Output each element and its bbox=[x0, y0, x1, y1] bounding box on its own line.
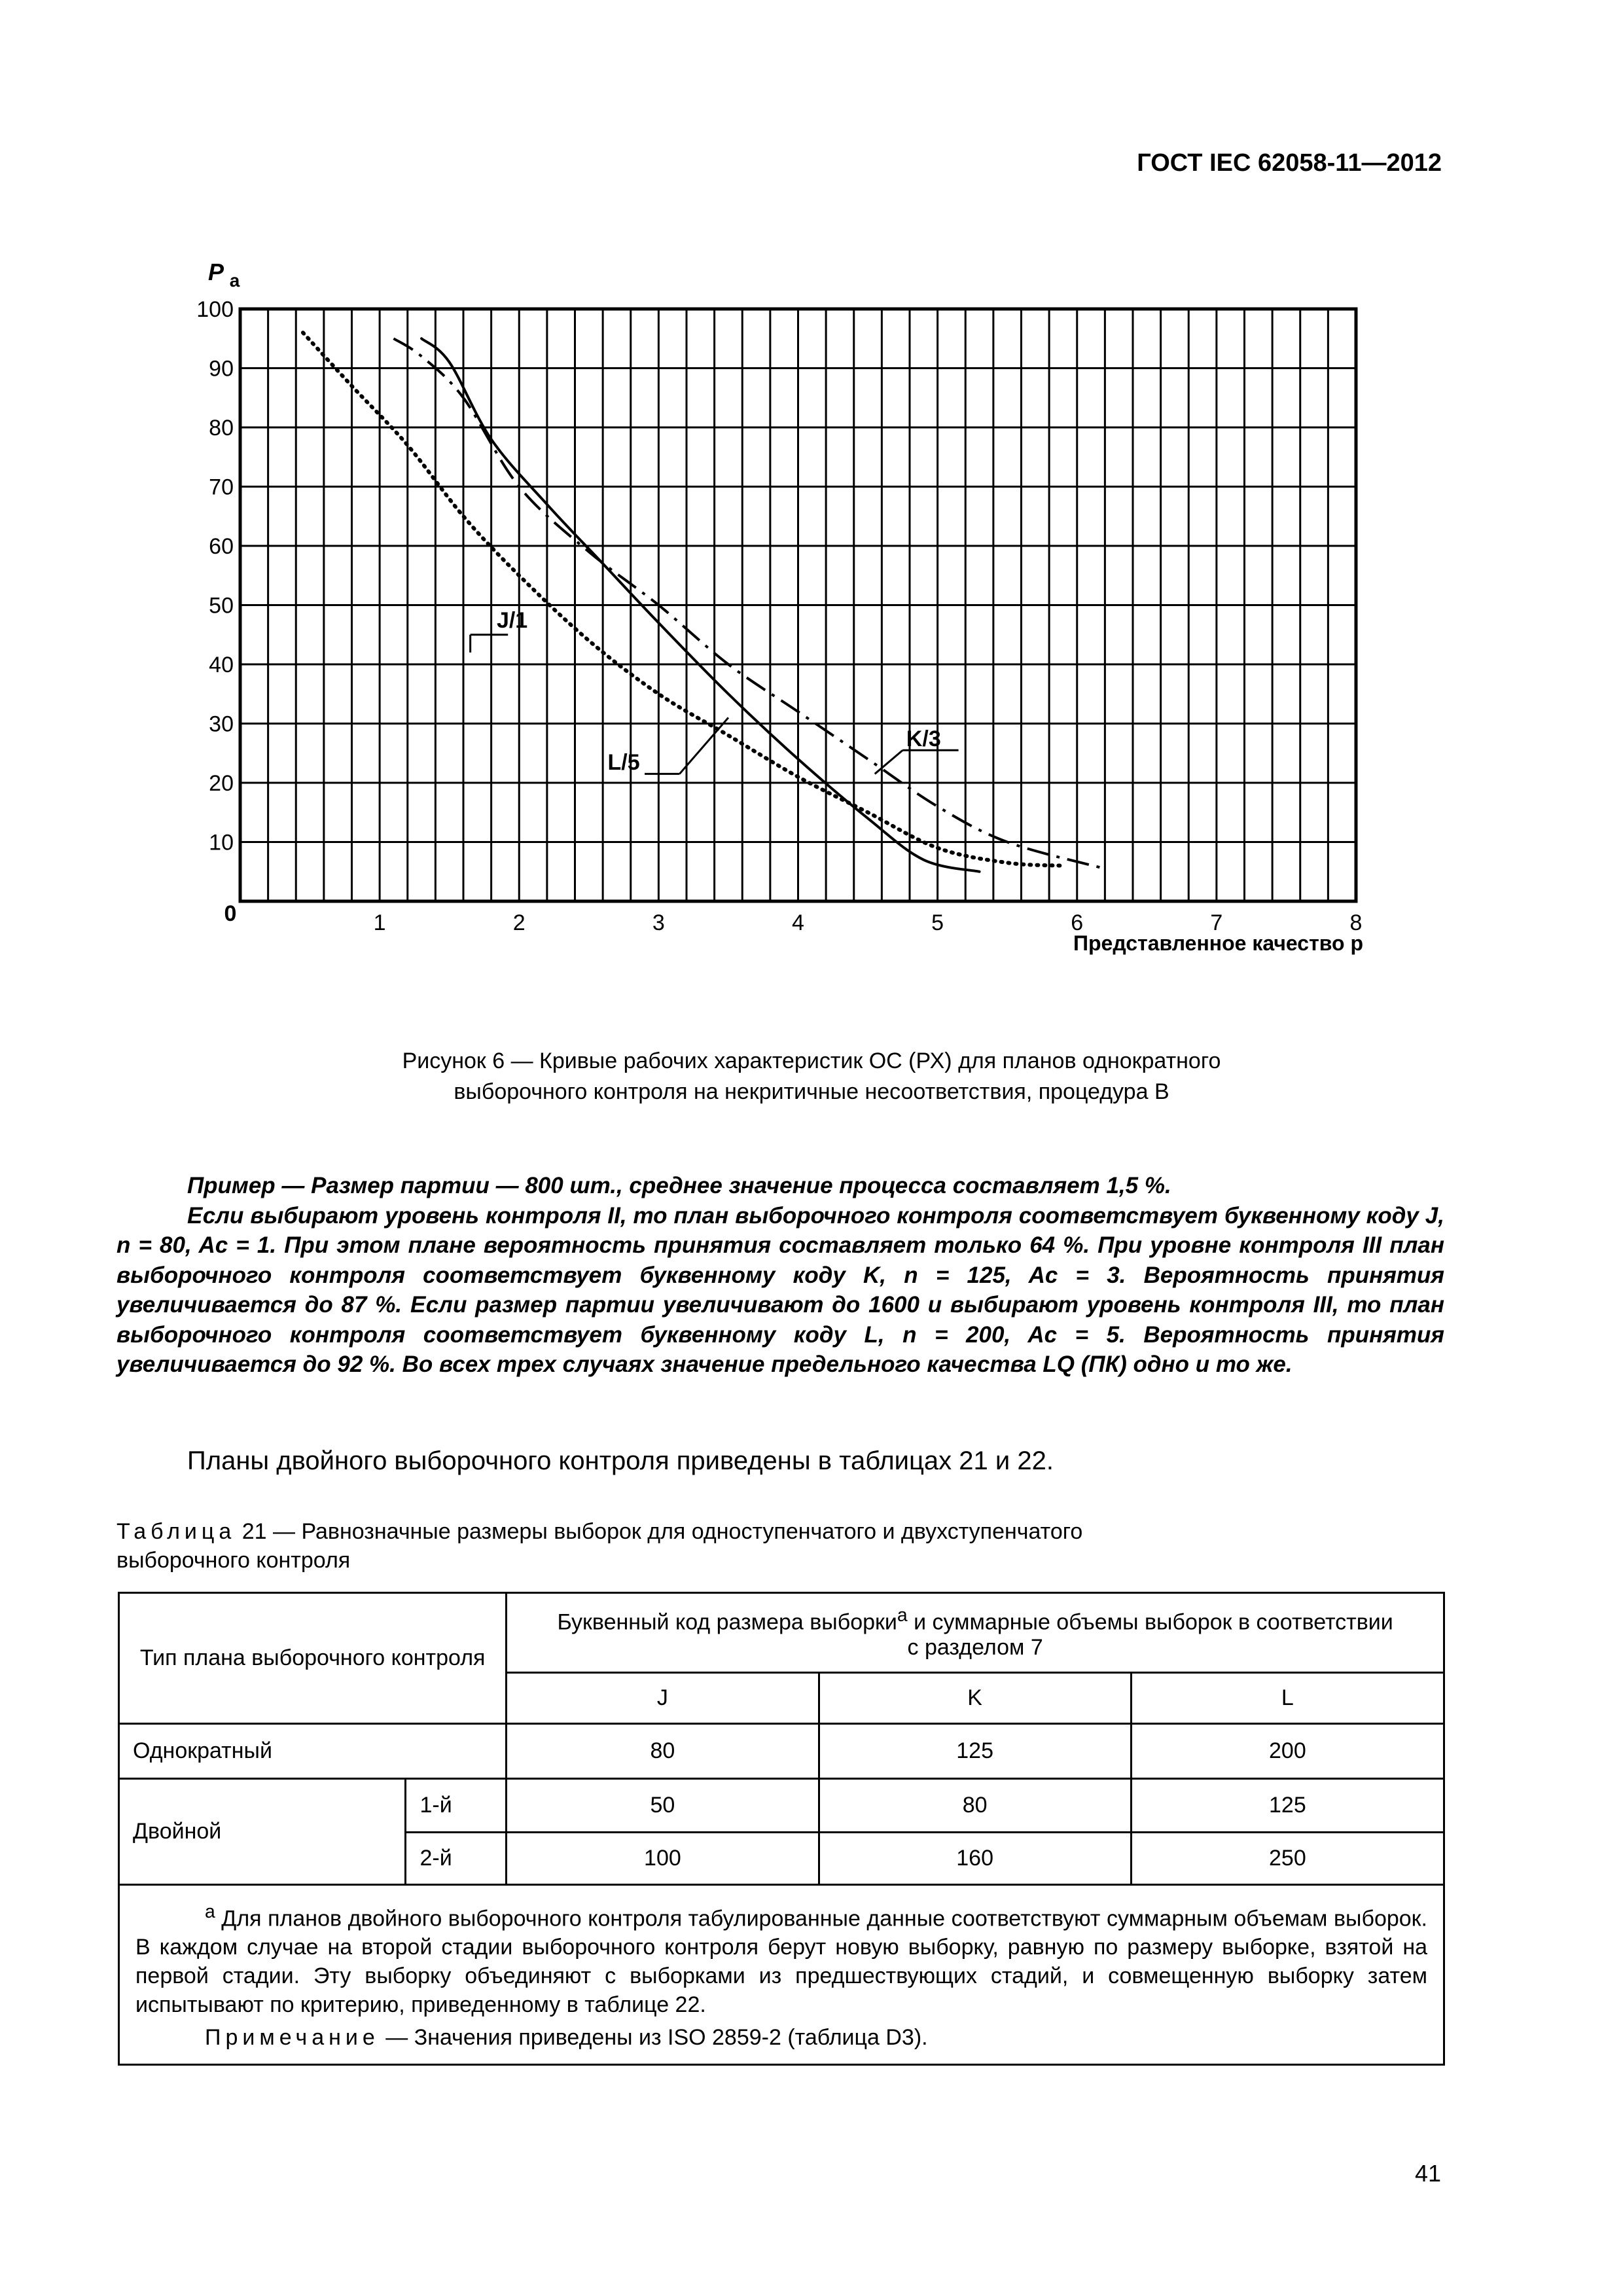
x-tick-label: 4 bbox=[792, 910, 804, 935]
y-axis-label-main: P bbox=[208, 259, 223, 285]
x-tick-label: 2 bbox=[512, 910, 526, 935]
x-tick-label: 5 bbox=[931, 910, 944, 935]
header-footnote-mark: a bbox=[897, 1604, 908, 1626]
header-code-group-a: Буквенный код размера выборки bbox=[557, 1609, 897, 1635]
chart-tick-labels bbox=[196, 297, 1362, 935]
cell-stage2-k: 160 bbox=[819, 1833, 1131, 1885]
y-tick-label: 20 bbox=[209, 771, 234, 796]
cell-stage1-j: 50 bbox=[507, 1779, 819, 1833]
example-paragraph: Если выбирают уровень контроля II, то план выборочного контроля соответствует буквенному коду J, n = 80, Ac = 1. При этом плане вероятность принятия составляет только 64 %. При уровне контроля III план выборочного контроля соответствует буквенному коду K, n = 125, Ac = 3. Вероятность принятия увеличивается до 87 %. Если размер партии увеличивают до 1600 и выбирают уровень контроля III, то план выборочного контроля соответствует буквенному коду L, n = 200, Ac = 5. Вероятность принятия увеличивается до 92 %. Во всех трех случаях значение предельного качества LQ (ПК) одно и то же. bbox=[116, 1202, 1444, 1377]
footnote-text: Для планов двойного выборочного контроля табулированные данные соответствуют суммарным объемам выборок. В каждом случае на второй стадии выборочного контроля берут новую выборку, равную по размеру выборке, взятой на первой стадии. Эту выборку объединяют с выборками из предшествующих стадий, и совмещенную выборку затем испытывают по критерию, приведенному в таблице 22. bbox=[135, 1906, 1427, 2018]
chart-curves bbox=[303, 332, 1105, 872]
note-word: Примечание bbox=[205, 2025, 380, 2051]
table-caption-word: Таблица bbox=[116, 1519, 236, 1544]
y-tick-label: 100 bbox=[196, 297, 234, 322]
x-tick-label: 6 bbox=[1071, 910, 1084, 935]
header-code-j: J bbox=[507, 1673, 819, 1724]
cell-single-j: 80 bbox=[507, 1724, 819, 1779]
plans-sentence: Планы двойного выборочного контроля приведены в таблицах 21 и 22. bbox=[187, 1446, 1054, 1475]
header-code-k: K bbox=[819, 1673, 1131, 1724]
cell-stage2-l: 250 bbox=[1131, 1833, 1444, 1885]
table-caption-title: 21 — Равнозначные размеры выборок для одноступенчатого и двухступенчатого bbox=[236, 1519, 1083, 1544]
annotation-l-5-label: L/5 bbox=[607, 750, 640, 776]
cell-single-k: 125 bbox=[819, 1724, 1131, 1779]
annotation-k-3-leader bbox=[875, 750, 903, 774]
figure-caption-line-1: Рисунок 6 — Кривые рабочих характеристик ОС (РХ) для планов однократного bbox=[402, 1049, 1221, 1073]
x-tick-label: 1 bbox=[373, 910, 386, 935]
header-code-group bbox=[507, 1593, 1444, 1673]
row-single-label: Однократный bbox=[119, 1724, 507, 1779]
header-code-l: L bbox=[1131, 1673, 1444, 1724]
y-tick-label: 50 bbox=[209, 593, 234, 619]
header-code-group-c: с разделом 7 bbox=[907, 1635, 1043, 1660]
oc-curves-chart bbox=[0, 0, 1623, 982]
y-axis-label bbox=[208, 259, 240, 291]
cell-stage1-k: 80 bbox=[819, 1779, 1131, 1833]
annotation-j-1-label: J/1 bbox=[496, 607, 528, 633]
x-tick-label: 8 bbox=[1349, 910, 1363, 935]
x-axis-label: Представленное качество p bbox=[1073, 931, 1363, 955]
table-footnote bbox=[135, 1897, 1427, 2019]
table-row-double-1 bbox=[119, 1779, 1444, 1833]
table-row-single bbox=[119, 1724, 1444, 1779]
cell-stage1-l: 125 bbox=[1131, 1779, 1444, 1833]
row-stage-1-label: 1-й bbox=[406, 1779, 507, 1833]
table-note bbox=[135, 2023, 1427, 2052]
origin-label: 0 bbox=[224, 901, 237, 926]
x-tick-label: 3 bbox=[652, 910, 665, 935]
example-first-line: Пример — Размер партии — 800 шт., среднее значение процесса составляет 1,5 %. bbox=[187, 1173, 1171, 1198]
table-21 bbox=[118, 1592, 1445, 2066]
y-tick-label: 60 bbox=[209, 534, 234, 559]
cell-single-l: 200 bbox=[1131, 1724, 1444, 1779]
figure-caption bbox=[0, 1046, 1623, 1107]
y-axis-label-subscript: a bbox=[229, 270, 240, 291]
y-tick-label: 80 bbox=[209, 416, 234, 440]
table-notes-row bbox=[119, 1885, 1444, 2065]
y-tick-label: 70 bbox=[209, 475, 234, 500]
table-21-caption bbox=[116, 1517, 1360, 1575]
row-stage-2-label: 2-й bbox=[406, 1833, 507, 1885]
y-tick-label: 40 bbox=[209, 653, 234, 677]
y-tick-label: 10 bbox=[209, 830, 234, 855]
chart-grid bbox=[240, 309, 1356, 901]
example-block bbox=[116, 1171, 1444, 1380]
table-notes bbox=[119, 1885, 1444, 2065]
figure-caption-line-2: выборочного контроля на некритичные несоответствия, процедура В bbox=[454, 1079, 1169, 1104]
row-double-label: Двойной bbox=[119, 1779, 406, 1885]
header-plan-type: Тип плана выборочного контроля bbox=[119, 1593, 507, 1724]
page-number: 41 bbox=[1414, 2160, 1441, 2187]
footnote-mark: a bbox=[205, 1901, 215, 1922]
header-code-group-b: и суммарные объемы выборок в соответствии bbox=[907, 1609, 1393, 1635]
table-header-row bbox=[119, 1593, 1444, 1673]
cell-stage2-j: 100 bbox=[507, 1833, 819, 1885]
curve-j-1 bbox=[303, 332, 1063, 865]
y-tick-label: 30 bbox=[209, 711, 234, 737]
table-caption-line-2: выборочного контроля bbox=[116, 1548, 351, 1573]
note-text: — Значения приведены из ISO 2859-2 (таблица D3). bbox=[379, 2025, 928, 2051]
document-code: ГОСТ IEC 62058-11—2012 bbox=[1137, 149, 1442, 177]
annotation-k-3-label: K/3 bbox=[906, 726, 941, 751]
y-tick-label: 90 bbox=[209, 356, 234, 382]
curve-k-3 bbox=[393, 338, 1105, 869]
x-tick-label: 7 bbox=[1210, 910, 1223, 935]
